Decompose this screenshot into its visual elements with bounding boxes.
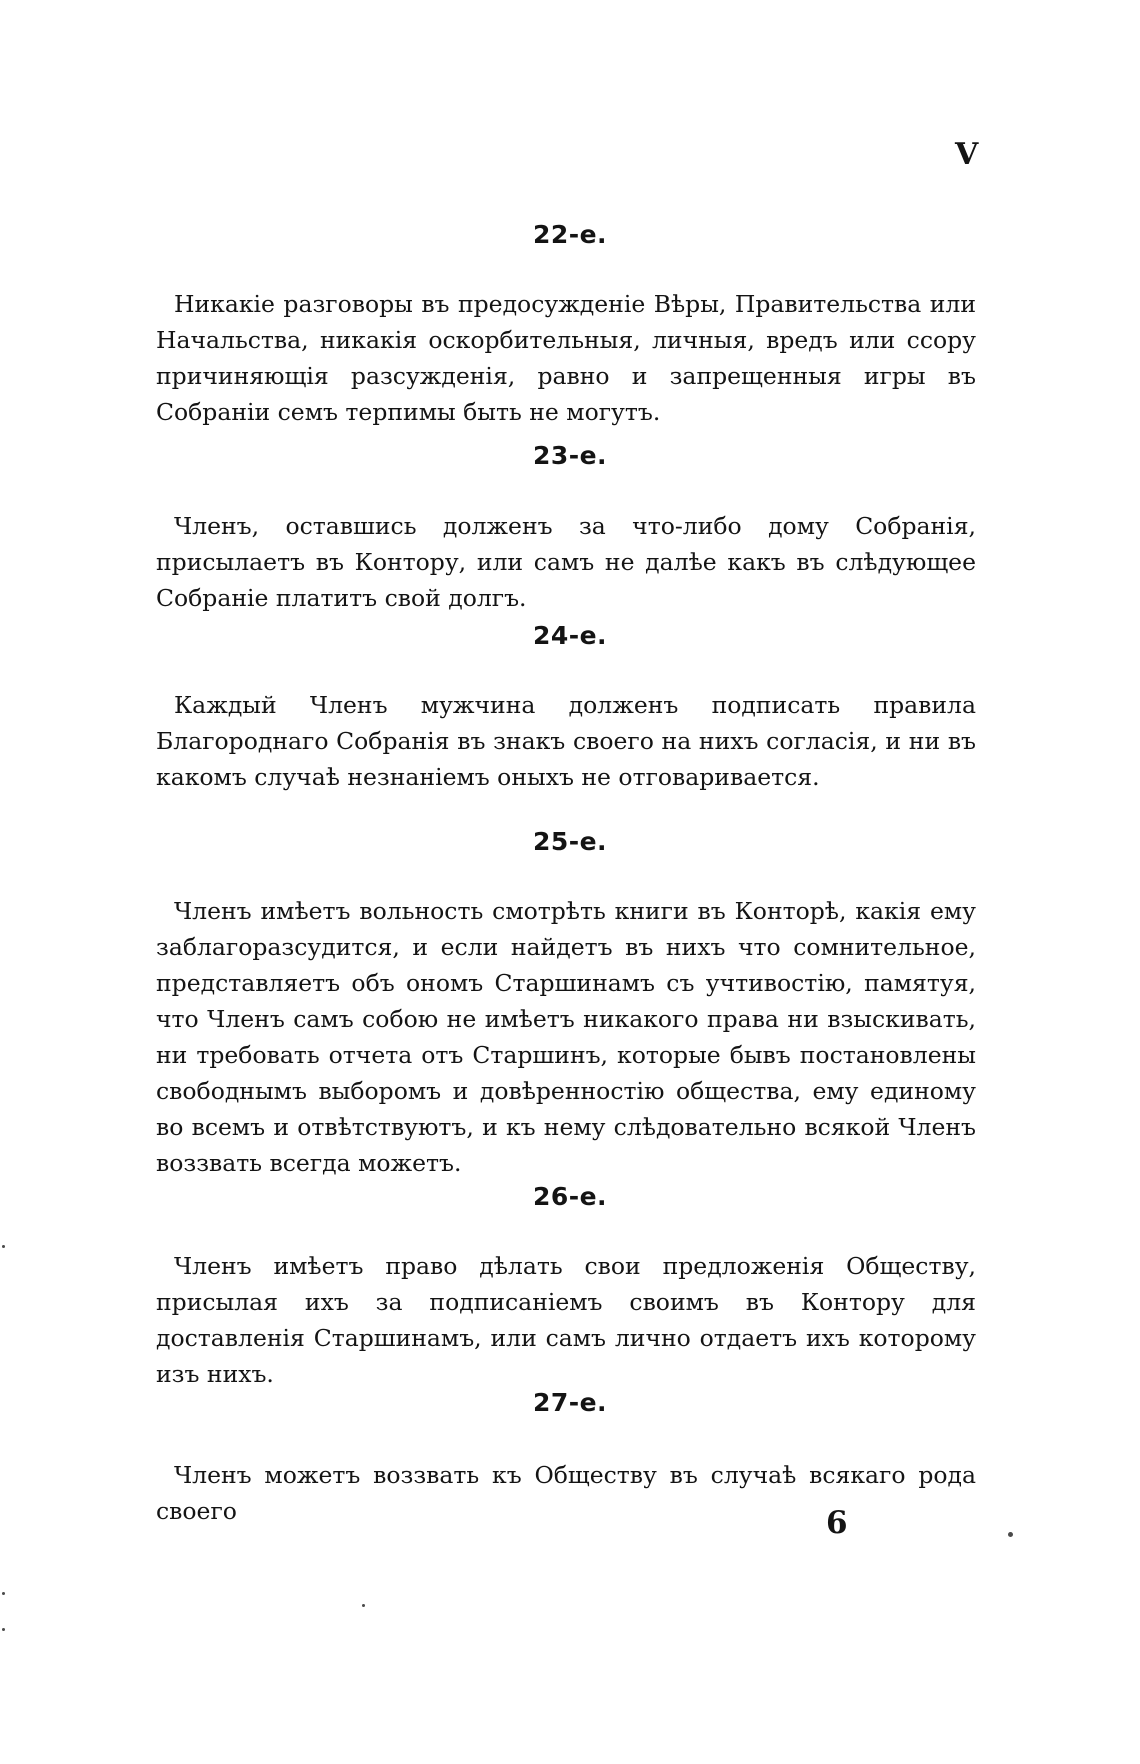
article-paragraph (156, 893, 976, 1181)
scan-speck (2, 1592, 5, 1595)
scan-speck (1008, 1532, 1013, 1537)
article-heading: 24-e. (532, 621, 608, 650)
article-paragraph (156, 1248, 976, 1392)
scan-speck (2, 1245, 5, 1248)
signature-mark: 6 (826, 1505, 848, 1541)
article-heading: 27-e. (532, 1388, 608, 1417)
article-paragraph (156, 687, 976, 795)
article-text: Никакіе разговоры въ предосужденіе Вѣры, Правительства или Начальства, никакія оскорбительныя, личныя, вредъ или ссору причиняющія разсужденія, равно и запрещенныя игры въ Собраніи семъ терпимы быть не могутъ. (156, 290, 976, 426)
article-text: Членъ, оставшись долженъ за что-либо дому Собранія, присылаетъ въ Контору, или самъ не далѣе какъ въ слѣдующее Собраніе платитъ свой долгъ. (156, 512, 976, 612)
article-paragraph (156, 286, 976, 430)
article-heading: 23-e. (532, 441, 608, 470)
article-text: Каждый Членъ мужчина долженъ подписать правила Благороднаго Собранія въ знакъ своего на нихъ согласія, и ни въ какомъ случаѣ незнаніемъ оныхъ не отговаривается. (156, 691, 976, 791)
article-heading: 22-e. (532, 220, 608, 249)
page-folio: V (955, 137, 979, 172)
article-paragraph (156, 1457, 976, 1529)
article-paragraph (156, 508, 976, 616)
article-heading: 25-e. (532, 827, 608, 856)
article-text: Членъ можетъ воззвать къ Обществу въ случаѣ всякаго рода своего (156, 1461, 976, 1525)
article-text: Членъ имѣетъ вольность смотрѣть книги въ Конторѣ, какія ему заблагоразсудится, и если найдетъ въ нихъ что сомнительное, представляетъ объ ономъ Старшинамъ съ учтивостію, памятуя, что Членъ самъ собою не имѣетъ никакого права ни взыскивать, ни требовать отчета отъ Старшинъ, которые бывъ постановлены свободнымъ выборомъ и довѣренностію общества, ему единому во всемъ и отвѣтствуютъ, и къ нему слѣдовательно всякой Членъ воззвать всегда можетъ. (156, 897, 976, 1177)
article-text: Членъ имѣетъ право дѣлать свои предложенія Обществу, присылая ихъ за подписаніемъ своимъ въ Контору для доставленія Старшинамъ, или самъ лично отдаетъ ихъ которому изъ нихъ. (156, 1252, 976, 1388)
article-heading: 26-e. (532, 1182, 608, 1211)
scan-speck (2, 1628, 5, 1631)
scan-speck (362, 1604, 365, 1607)
